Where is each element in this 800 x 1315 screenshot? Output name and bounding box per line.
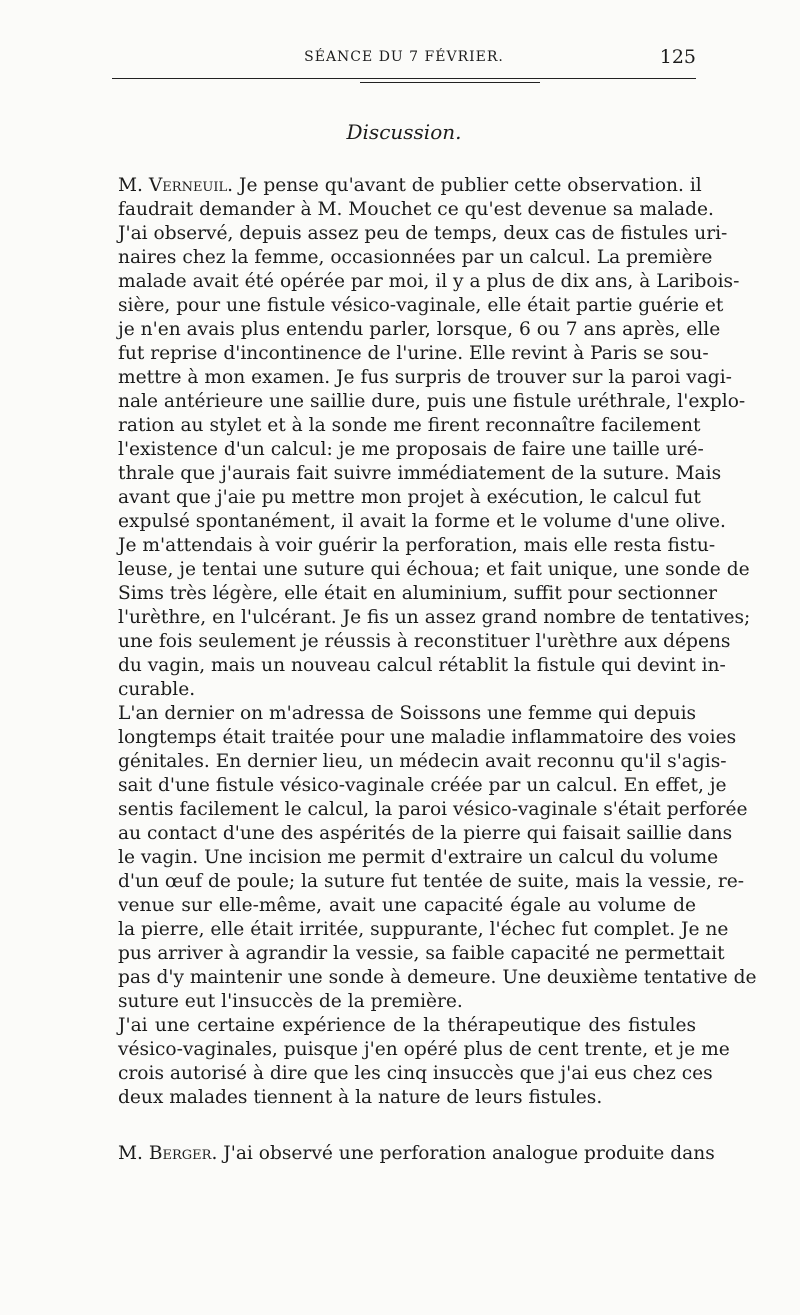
text-line: longtemps était traitée pour une maladie inflammatoire des voies [118, 727, 737, 748]
text-line: M. Berger. J'ai observé une perforation analogue produite dans [118, 1143, 715, 1164]
text-line: pas d'y maintenir une sonde à demeure. Une deuxième tentative de [118, 967, 757, 988]
text-line: naires chez la femme, occasionnées par un calcul. La première [118, 247, 713, 268]
speaker-name: M. Verneuil. [118, 175, 234, 196]
text-line: mettre à mon examen. Je fus surpris de trouver sur la paroi vagi- [118, 367, 732, 388]
speaker-name: M. Berger. [118, 1143, 218, 1164]
text-line: sait d'une fistule vésico-vaginale créée par un calcul. En effet, je [118, 775, 727, 796]
text-line: du vagin, mais un nouveau calcul rétablit la fistule qui devint in- [118, 655, 726, 676]
text-line: leuse, je tentai une suture qui échoua; et fait unique, une sonde de [118, 559, 750, 580]
text-line: deux malades tiennent à la nature de leurs fistules. [118, 1087, 603, 1108]
text-line: avant que j'aie pu mettre mon projet à exécution, le calcul fut [118, 487, 701, 508]
text-line: M. Verneuil. Je pense qu'avant de publier cette observation. il [118, 175, 702, 196]
text-line: Sims très légère, elle était en aluminium, suffit pour sectionner [118, 583, 718, 604]
page-number: 125 [659, 46, 696, 68]
text-line: vésico-vaginales, puisque j'en opéré plus de cent trente, et je me [118, 1039, 730, 1060]
text-line: curable. [118, 679, 196, 700]
text-line: thrale que j'aurais fait suivre immédiatement de la suture. Mais [118, 463, 722, 484]
text-line: crois autorisé à dire que les cinq insuccès que j'ai eus chez ces [118, 1063, 713, 1084]
paragraph-berger [118, 1142, 715, 1166]
header-rule [112, 78, 696, 79]
text-line: génitales. En dernier lieu, un médecin avait reconnu qu'il s'agis- [118, 751, 727, 772]
text-line: malade avait été opérée par moi, il y a plus de dix ans, à Laribois- [118, 271, 740, 292]
text-line: le vagin. Une incision me permit d'extraire un calcul du volume [118, 847, 719, 868]
text-line: la pierre, elle était irritée, suppurante, l'échec fut complet. Je ne [118, 919, 729, 940]
header-rule-thin [360, 82, 540, 83]
text-line: J'ai une certaine expérience de la thérapeutique des fistules [118, 1015, 696, 1036]
text-line: pus arriver à agrandir la vessie, sa faible capacité ne permettait [118, 943, 725, 964]
page-header [112, 46, 696, 74]
paragraph-verneuil [118, 174, 751, 702]
text-line: d'un œuf de poule; la suture fut tentée de suite, mais la vessie, re- [118, 871, 745, 892]
text-line: ration au stylet et à la sonde me firent reconnaître facilement [118, 415, 701, 436]
text-line: sentis facilement le calcul, la paroi vésico-vaginale s'était perforée [118, 799, 748, 820]
text-line: suture eut l'insuccès de la première. [118, 991, 463, 1012]
text-line: faudrait demander à M. Mouchet ce qu'est devenue sa malade. [118, 199, 714, 220]
paragraph-soissons [118, 702, 757, 1014]
paragraph-experience [118, 1014, 730, 1110]
section-title: Discussion. [346, 120, 462, 144]
text-line: nale antérieure une saillie dure, puis une fistule uréthrale, l'explo- [118, 391, 746, 412]
text-line: J'ai observé, depuis assez peu de temps, deux cas de fistules uri- [118, 223, 728, 244]
text-line: je n'en avais plus entendu parler, lorsque, 6 ou 7 ans après, elle [118, 319, 721, 340]
text-line: venue sur elle-même, avait une capacité égale au volume de [118, 895, 696, 916]
text-line: L'an dernier on m'adressa de Soissons une femme qui depuis [118, 703, 697, 724]
text-line: l'urèthre, en l'ulcérant. Je fis un assez grand nombre de tentatives; [118, 607, 751, 628]
text-line: au contact d'une des aspérités de la pierre qui faisait saillie dans [118, 823, 733, 844]
text-line: fut reprise d'incontinence de l'urine. Elle revint à Paris se sou- [118, 343, 709, 364]
text-line: sière, pour une fistule vésico-vaginale, elle était partie guérie et [118, 295, 724, 316]
text-line: expulsé spontanément, il avait la forme et le volume d'une olive. [118, 511, 726, 532]
text-line: une fois seulement je réussis à reconstituer l'urèthre aux dépens [118, 631, 731, 652]
running-title: SÉANCE DU 7 FÉVRIER. [304, 49, 504, 65]
text-line: l'existence d'un calcul: je me proposais de faire une taille uré- [118, 439, 704, 460]
text-line: Je m'attendais à voir guérir la perforation, mais elle resta fistu- [118, 535, 716, 556]
